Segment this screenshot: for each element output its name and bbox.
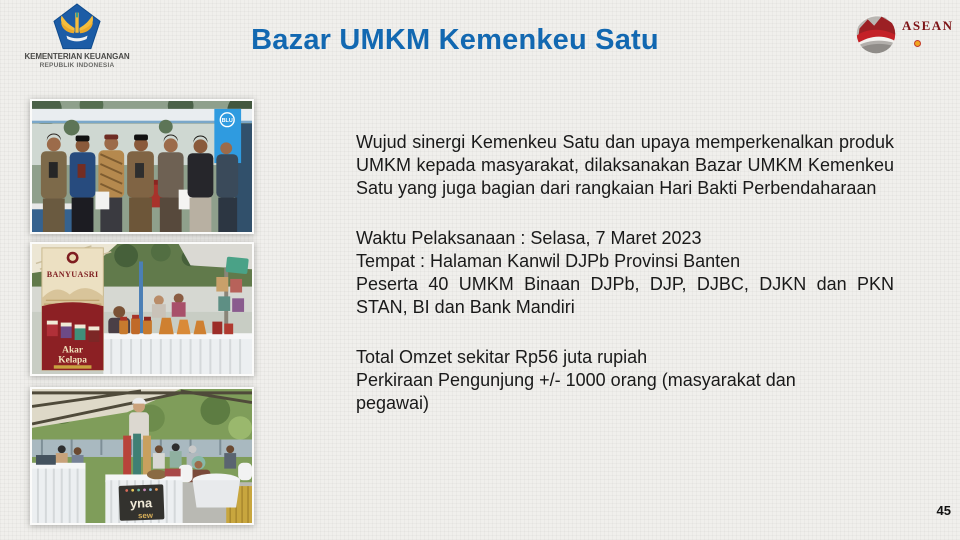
photo-canopy-illustration	[32, 389, 252, 523]
ministry-country: REPUBLIK INDONESIA	[39, 62, 115, 69]
detail-waktu: Waktu Pelaksanaan : Selasa, 7 Maret 2023	[356, 228, 702, 248]
photo-officials-illustration	[32, 101, 252, 232]
photo-banyuasri-stall	[30, 242, 254, 376]
intro-paragraph: Wujud sinergi Kemenkeu Satu dan upaya memperkenalkan produk UMKM kepada masyarakat, dilaksanakan Bazar UMKM Kemenkeu Satu yang juga bagian dari rangkaian Hari Bakti Perbendaharaan	[356, 132, 894, 198]
stat-pengunjung: Perkiraan Pengunjung +/- 1000 orang (masyarakat dan pegawai)	[356, 370, 796, 413]
page-number: 45	[936, 503, 951, 518]
detail-tempat: Tempat : Halaman Kanwil DJPb Provinsi Banten	[356, 251, 741, 271]
detail-peserta: Peserta 40 UMKM Binaan DJPb, DJP, DJBC, DJKN dan PKN STAN, BI dan Bank Mandiri	[356, 274, 894, 317]
banner-brand-text: BANYUASRI	[46, 270, 99, 279]
photo-stall-illustration	[32, 244, 252, 374]
slide-body-text	[356, 131, 894, 415]
banner-product-line2: Kelapa	[58, 355, 87, 366]
event-details	[356, 227, 894, 319]
stall-sign-line1: yna	[129, 495, 153, 511]
banner-product-line1: Akar	[62, 345, 84, 356]
asean-logo	[854, 10, 954, 62]
photo-officials-group	[30, 99, 254, 234]
asean-label: ASEAN	[902, 18, 954, 33]
asean-sphere-icon	[854, 12, 898, 56]
photo-bazaar-canopy	[30, 387, 254, 525]
event-stats	[356, 346, 894, 415]
stat-omzet: Total Omzet sekitar Rp56 juta rupiah	[356, 347, 648, 367]
ministry-name: KEMENTERIAN KEUANGAN	[24, 52, 130, 61]
page-title: Bazar UMKM Kemenkeu Satu	[251, 24, 659, 56]
stall-sign-line2: sew	[137, 510, 154, 521]
blu-banner-text: BLU	[221, 118, 233, 125]
asean-sun-icon	[914, 40, 921, 47]
